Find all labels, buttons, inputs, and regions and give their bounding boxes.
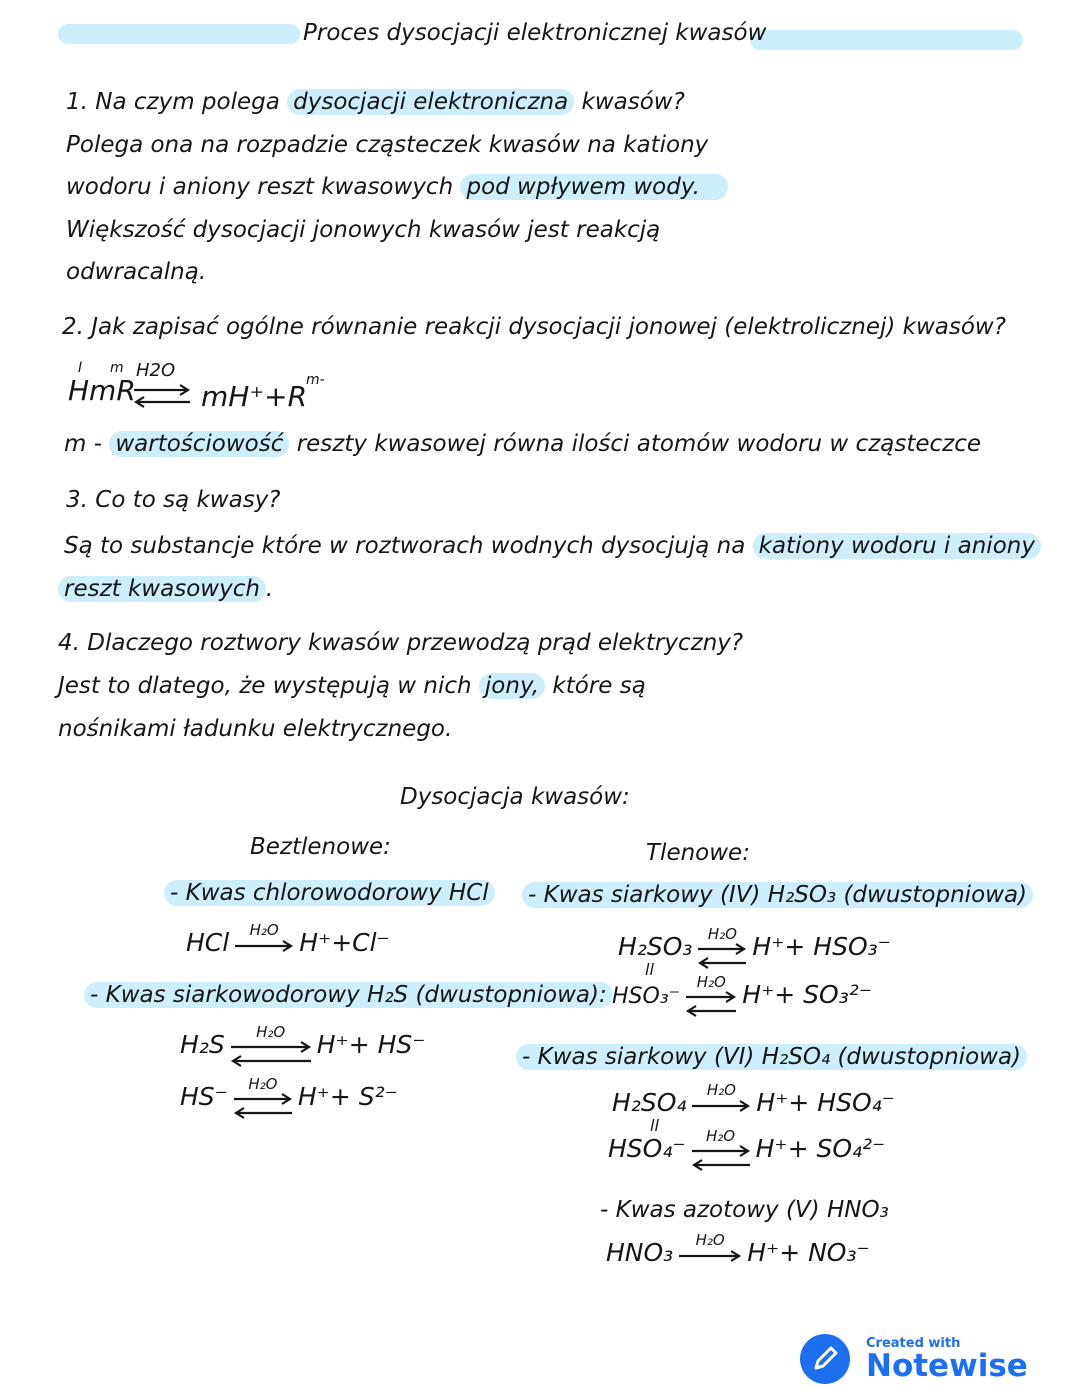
question-1: [66, 89, 685, 115]
h2s-eq2-lhs: HS⁻: [180, 1082, 228, 1111]
oxy-heading: Tlenowe:: [646, 840, 750, 866]
title-highlight-left: [58, 24, 300, 44]
definition-text: reszty kwasowej równa ilości atomów wodoru w cząsteczce: [289, 431, 982, 457]
valence-h: I: [78, 360, 83, 376]
answer-3-line-1: [64, 533, 1041, 559]
answer-3-text: Są to substancje które w roztworach wodnych dysocjują na: [64, 533, 753, 559]
forward-arrow-icon: [677, 1249, 743, 1263]
hcl-title: [164, 880, 495, 906]
equation-rhs: mH⁺+R: [201, 380, 308, 413]
h2so3-eq2-water: H₂O: [696, 973, 726, 991]
hcl-title-highlight: - Kwas chlorowodorowy HCl: [164, 880, 495, 906]
answer-4-line-2: nośnikami ładunku elektrycznego.: [58, 716, 453, 742]
hcl-arrow: [233, 921, 295, 959]
h2s-title: [84, 982, 613, 1008]
equation-water: H2O: [136, 360, 176, 381]
answer-4-end: które są: [545, 673, 646, 699]
h2s-equation-1: [180, 1023, 426, 1061]
question-4: 4. Dlaczego roztwory kwasów przewodzą prąd elektryczny?: [58, 630, 744, 656]
answer-3-line-2: [58, 576, 273, 602]
h2so4-eq1-lhs: H₂SO₄: [612, 1088, 687, 1117]
h2so3-eq2-lhs: HSO₃⁻: [612, 984, 681, 1009]
h2s-title-highlight: - Kwas siarkowodorowy H₂S (dwustopniowa):: [84, 982, 613, 1008]
page-title: Proces dysocjacji elektronicznej kwasów: [303, 20, 767, 46]
pencil-icon: [800, 1334, 850, 1384]
answer-1-highlight: pod wpływem wody.: [460, 174, 728, 200]
hcl-rhs: H⁺+Cl⁻: [299, 928, 390, 957]
answer-1-line-2-text: wodoru i aniony reszt kwasowych: [66, 174, 461, 200]
h2so3-eq1-lhs: H₂SO₃: [618, 932, 693, 961]
h2so3-eq1-water: H₂O: [707, 925, 737, 943]
h2so4-eq1-rhs: H⁺+ HSO₄⁻: [756, 1088, 895, 1117]
h2s-eq2-arrow: [232, 1075, 294, 1113]
logo-wordmark: Notewise: [866, 1348, 1028, 1384]
h2so3-link-mark: ll: [645, 960, 654, 979]
h2so3-title-highlight: - Kwas siarkowy (IV) H₂SO₃ (dwustopniowa): [522, 882, 1033, 908]
h2so4-eq2-arrow: [690, 1127, 752, 1165]
hno3-rhs: H⁺+ NO₃⁻: [747, 1238, 870, 1267]
answer-3-highlight: kationy wodoru i aniony: [753, 533, 1041, 559]
logo-caption: Created with: [866, 1336, 961, 1351]
h2so3-eq2-arrow: [684, 973, 738, 1011]
hno3-arrow: [677, 1231, 743, 1269]
forward-arrow-icon: [233, 939, 295, 953]
h2s-eq2-water: H₂O: [248, 1075, 278, 1093]
equation-rhs-charge: m-: [306, 372, 325, 388]
anaerobic-heading: Beztlenowe:: [250, 834, 391, 860]
reversible-arrow-icon: [132, 384, 192, 408]
h2so4-link-mark: ll: [650, 1116, 659, 1135]
answer-1-line-1: Polega ona na rozpadzie cząsteczek kwasów na kationy: [66, 132, 709, 158]
h2so4-eq2-water: H₂O: [706, 1127, 736, 1145]
question-3: 3. Co to są kwasy?: [66, 487, 281, 513]
h2so4-equation-2: [608, 1127, 886, 1165]
h2s-eq1-arrow: [229, 1023, 313, 1061]
answer-3-highlight-2: reszt kwasowych: [58, 576, 266, 602]
question-1-text: 1. Na czym polega: [66, 89, 288, 115]
answer-3-end: .: [265, 576, 274, 602]
hcl-water: H₂O: [249, 921, 279, 939]
hno3-lhs: HNO₃: [606, 1238, 674, 1267]
hno3-water: H₂O: [695, 1231, 725, 1249]
h2s-equation-2: [180, 1075, 398, 1113]
h2so3-eq2-rhs: H⁺+ SO₃²⁻: [742, 980, 872, 1009]
equation-lhs: HmR: [68, 374, 136, 407]
valence-definition: [64, 431, 981, 457]
h2so4-eq2-lhs: HSO₄⁻: [608, 1134, 686, 1163]
h2so3-eq1-arrow: [696, 925, 748, 963]
hno3-title: - Kwas azotowy (V) HNO₃: [600, 1197, 889, 1223]
question-1-end: kwasów?: [574, 89, 685, 115]
definition-prefix: m -: [64, 431, 110, 457]
h2s-eq1-rhs: H⁺+ HS⁻: [316, 1030, 426, 1059]
question-1-highlight: dysocjacji elektroniczna: [287, 89, 574, 115]
h2so4-title: [516, 1044, 1027, 1070]
h2so4-eq1-water: H₂O: [706, 1081, 736, 1099]
h2so3-title: [522, 882, 1033, 908]
h2so4-equation-1: [612, 1081, 895, 1119]
general-equation: [68, 360, 388, 420]
title-highlight-right: [750, 30, 1023, 50]
answer-1-line-3: Większość dysocjacji jonowych kwasów jest reakcją: [66, 217, 661, 243]
answer-4-line-1: [58, 673, 646, 699]
hcl-lhs: HCl: [186, 928, 230, 957]
reversible-arrow-icon: [690, 1145, 752, 1171]
valence-r: m: [110, 360, 124, 376]
hno3-equation: [606, 1231, 870, 1269]
answer-4-text: Jest to dlatego, że występują w nich: [58, 673, 479, 699]
question-2: 2. Jak zapisać ogólne równanie reakcji dysocjacji jonowej (elektrolicznej) kwasów?: [62, 314, 1006, 340]
h2so3-equation-2: [612, 973, 872, 1011]
reversible-arrow-icon: [229, 1041, 313, 1067]
h2so4-eq1-arrow: [690, 1081, 752, 1119]
hcl-equation: [186, 921, 390, 959]
h2so4-title-highlight: - Kwas siarkowy (VI) H₂SO₄ (dwustopniowa): [516, 1044, 1027, 1070]
notewise-logo: [800, 1334, 850, 1384]
answer-1-line-4: odwracalną.: [66, 259, 207, 285]
section-title: Dysocjacja kwasów:: [400, 784, 630, 810]
h2s-eq1-lhs: H₂S: [180, 1030, 225, 1059]
answer-4-highlight: jony,: [479, 673, 545, 699]
h2so4-eq2-rhs: H⁺+ SO₄²⁻: [755, 1134, 886, 1163]
h2s-eq1-water: H₂O: [256, 1023, 286, 1041]
reversible-arrow-icon: [696, 943, 748, 969]
h2so3-eq1-rhs: H⁺+ HSO₃⁻: [752, 932, 891, 961]
definition-highlight: wartościowość: [109, 431, 289, 457]
forward-arrow-icon: [690, 1099, 752, 1113]
reversible-arrow-icon: [684, 991, 738, 1017]
answer-1-line-2: [66, 174, 728, 200]
h2so3-equation-1: [618, 925, 891, 963]
h2s-eq2-rhs: H⁺+ S²⁻: [297, 1082, 398, 1111]
reversible-arrow-icon: [232, 1093, 294, 1119]
